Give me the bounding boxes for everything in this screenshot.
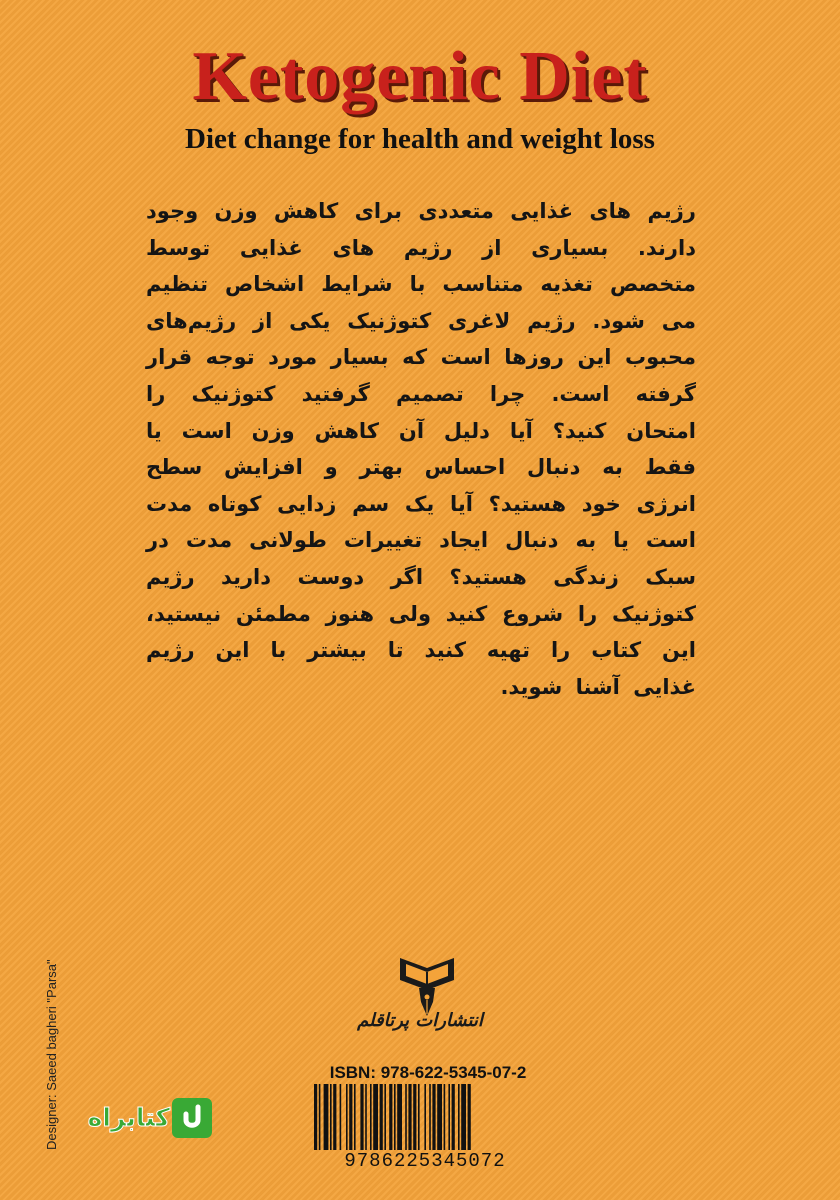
- barcode-bar: [333, 1084, 336, 1150]
- barcode-bar: [319, 1084, 321, 1150]
- cover-title: Ketogenic Diet: [192, 38, 648, 115]
- barcode: [308, 1084, 542, 1152]
- barcode-bar: [370, 1084, 372, 1150]
- cover-subtitle: Diet change for health and weight loss: [185, 123, 655, 155]
- barcode-bar: [397, 1084, 402, 1150]
- barcode-bar: [373, 1084, 378, 1150]
- barcode-digits: 9786225345072: [344, 1150, 506, 1172]
- isbn-label: ISBN: 978-622-5345-07-2: [329, 1063, 527, 1082]
- barcode-bar: [384, 1084, 386, 1150]
- barcode-bar: [365, 1084, 367, 1150]
- barcode-bar: [354, 1084, 356, 1150]
- barcode-bar: [360, 1084, 363, 1150]
- ketabrah-text: کتابراه: [87, 1103, 170, 1132]
- barcode-bar: [424, 1084, 426, 1150]
- barcode-bar: [461, 1084, 466, 1150]
- barcode-bar: [380, 1084, 383, 1150]
- barcode-bar: [413, 1084, 416, 1150]
- barcode-bar: [389, 1084, 392, 1150]
- barcode-bar: [330, 1084, 332, 1150]
- barcode-bar: [437, 1084, 442, 1150]
- barcode-bar: [432, 1084, 435, 1150]
- back-cover-description: رژیم های غذایی متعددی برای کاهش وزن وجود دارند. بسیاری از رژیم های غذایی توسط متخصص تغذیه متناسب با شرایط اشخاص تنظیم می شود. رژیم لاغری کتوژنیک یکی از رژیم‌های محبوب این روزها است که بسیار مورد توجه قرار گرفته است. چرا تصمیم گرفتید کتوژنیک را امتحان کنید؟ آیا دلیل آن کاهش وزن است یا فقط به دنبال احساس بهتر و افزایش سطح انرژی خود هستید؟ آیا یک سم زدایی کوتاه مدت است یا به دنبال ایجاد تغییرات طولانی مدت در سبک زندگی هستید؟ اگر دوست دارید رژیم کتوژنیک را شروع کنید ولی هنوز مطمئن نیستید، این کتاب را تهیه کنید تا بیشتر با این رژیم غذایی آشنا شوید.: [146, 199, 696, 699]
- barcode-bar: [448, 1084, 450, 1150]
- barcode-bar: [394, 1084, 396, 1150]
- barcode-bar: [408, 1084, 411, 1150]
- barcode-bar: [346, 1084, 348, 1150]
- barcode-bar: [458, 1084, 460, 1150]
- publisher-name: انتشارات پرتاقلم: [357, 1010, 483, 1031]
- barcode-bar: [314, 1084, 317, 1150]
- barcode-bar: [405, 1084, 407, 1150]
- ketabrah-logo-icon: [172, 1098, 212, 1138]
- barcode-bar: [324, 1084, 329, 1150]
- barcode-bar: [349, 1084, 352, 1150]
- barcode-bar: [418, 1084, 420, 1150]
- barcode-bar: [444, 1084, 446, 1150]
- barcode-bar: [468, 1084, 471, 1150]
- barcode-bar: [429, 1084, 431, 1150]
- barcode-bar: [452, 1084, 455, 1150]
- designer-credit: Designer: Saeed bagheri "Parsa": [44, 959, 59, 1150]
- barcode-bar: [340, 1084, 342, 1150]
